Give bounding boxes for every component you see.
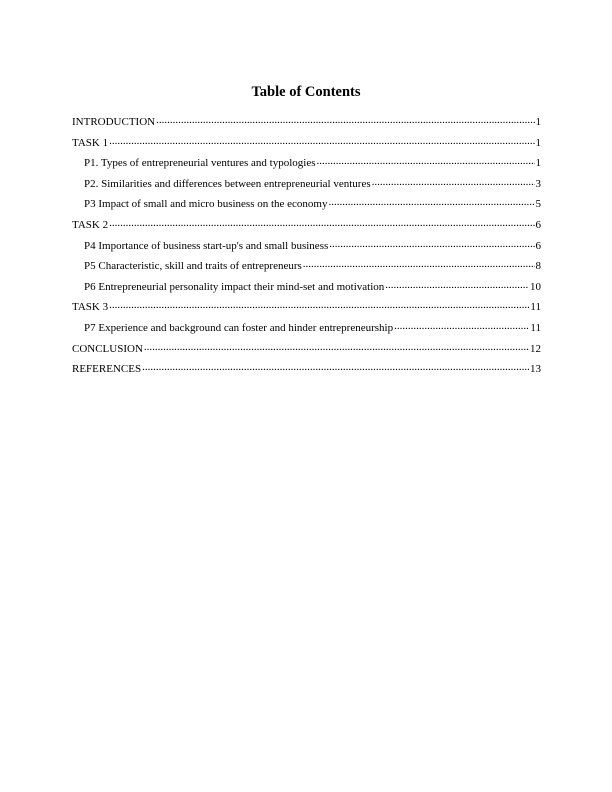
toc-entry-references[interactable]: [72, 360, 541, 381]
toc-heading: Table of Contents: [251, 84, 361, 100]
toc-entry-label: CONCLUSION: [72, 342, 143, 355]
toc-dot-leader: [372, 175, 535, 187]
toc-entry-task-2[interactable]: [72, 216, 541, 237]
toc-entry-label: P5 Characteristic, skill and traits of entrepreneurs: [84, 260, 302, 273]
toc-entry-label: P7 Experience and background can foster and hinder entrepreneurship: [84, 321, 394, 334]
toc-entry-p1[interactable]: [72, 154, 541, 175]
toc-entry-label: INTRODUCTION: [72, 116, 156, 128]
toc-dot-leader: [109, 134, 534, 146]
toc-page-number: 8: [535, 260, 541, 273]
toc-entry-task-3[interactable]: [72, 298, 541, 319]
toc-dot-leader: [109, 216, 534, 228]
toc-entry-p4[interactable]: [72, 237, 541, 258]
toc-page-number: 5: [535, 198, 541, 211]
toc-dot-leader: [317, 154, 535, 166]
toc-dot-leader: [328, 195, 534, 207]
toc-page-number: 3: [535, 177, 541, 190]
toc-entry-label: TASK 1: [72, 136, 109, 149]
toc-entry-p2[interactable]: [72, 175, 541, 196]
toc-page-number: 13: [530, 363, 541, 376]
table-of-contents: [72, 113, 541, 381]
toc-entry-conclusion[interactable]: [72, 340, 541, 361]
toc-entry-p6[interactable]: [72, 278, 541, 299]
toc-dot-leader: [144, 340, 529, 352]
toc-page-number: 6: [535, 239, 541, 252]
toc-entry-label: REFERENCES: [72, 363, 142, 376]
toc-entry-label: TASK 2: [72, 218, 109, 231]
toc-dot-leader: [156, 113, 534, 125]
toc-entry-p5[interactable]: [72, 257, 541, 278]
toc-entry-label: P1. Types of entrepreneurial ventures and typologies: [84, 157, 316, 170]
toc-dot-leader: [394, 319, 529, 331]
toc-entry-introduction[interactable]: [72, 113, 541, 134]
toc-entry-p3[interactable]: [72, 195, 541, 216]
toc-entry-label: P4 Importance of business start-up's and small business: [84, 239, 329, 252]
toc-page-number: 1: [535, 116, 541, 128]
toc-dot-leader: [385, 278, 529, 290]
toc-page-number: 11: [530, 301, 541, 314]
toc-page-number: 10: [530, 280, 541, 293]
toc-dot-leader: [109, 298, 529, 310]
toc-entry-p7[interactable]: [72, 319, 541, 340]
toc-page-number: 11: [530, 321, 541, 334]
toc-page-number: 1: [535, 157, 541, 170]
toc-entry-label: P3 Impact of small and micro business on the economy: [84, 198, 328, 211]
toc-page-number: 6: [535, 218, 541, 231]
toc-entry-label: TASK 3: [72, 301, 109, 314]
toc-page-number: 12: [530, 342, 541, 355]
toc-entry-task-1[interactable]: [72, 134, 541, 155]
toc-entry-label: P2. Similarities and differences between entrepreneurial ventures: [84, 177, 371, 190]
toc-dot-leader: [329, 237, 534, 249]
toc-entry-label: P6 Entrepreneurial personality impact their mind-set and motivation: [84, 280, 385, 293]
toc-dot-leader: [303, 257, 535, 269]
toc-page-number: 1: [535, 136, 541, 149]
toc-dot-leader: [142, 360, 529, 372]
